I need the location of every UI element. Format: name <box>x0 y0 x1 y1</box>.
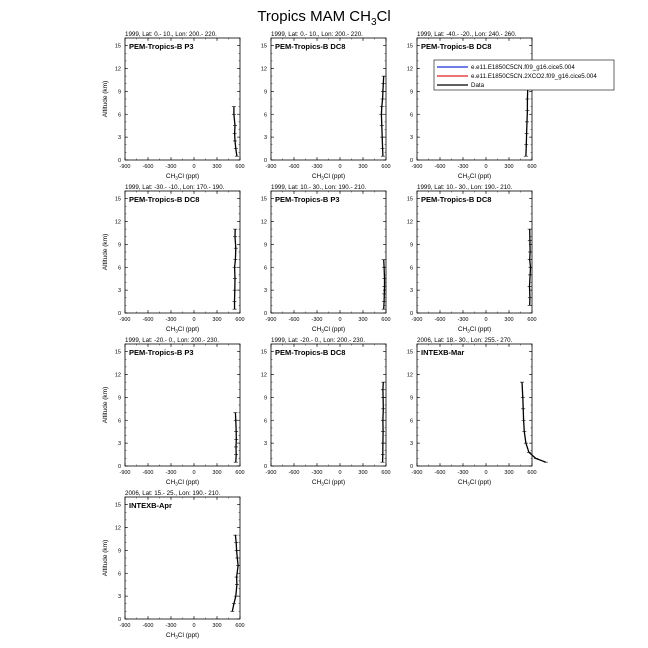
x-tick-label: -900 <box>265 164 277 170</box>
y-tick-label: 15 <box>114 43 121 50</box>
y-tick-label: 3 <box>117 288 121 295</box>
y-tick-label: 15 <box>114 196 121 203</box>
campaign-label: PEM-Tropics-B P3 <box>129 42 194 51</box>
y-tick-label: 9 <box>117 89 121 96</box>
y-tick-label: 0 <box>117 311 121 317</box>
x-tick-label: 300 <box>358 164 368 170</box>
y-tick-label: 15 <box>114 349 121 356</box>
x-tick-label: -300 <box>165 623 177 629</box>
plot-frame <box>417 191 532 313</box>
panel-2 <box>261 31 391 181</box>
plot-frame <box>271 344 386 466</box>
x-tick-label: -900 <box>119 470 131 476</box>
x-tick-label: -300 <box>457 317 469 323</box>
x-tick-label: 0 <box>484 470 488 476</box>
y-tick-label: 3 <box>409 288 413 295</box>
y-tick-label: 12 <box>114 525 121 532</box>
x-tick-label: 600 <box>527 164 537 170</box>
y-tick-label: 12 <box>260 66 267 73</box>
y-axis-label: Altitude (km) <box>102 80 109 118</box>
data-line <box>381 76 383 156</box>
y-tick-label: 12 <box>114 66 121 73</box>
x-tick-label: 600 <box>381 470 391 476</box>
y-tick-label: 0 <box>409 158 413 164</box>
y-tick-label: 6 <box>409 112 413 119</box>
x-tick-label: -900 <box>119 623 131 629</box>
campaign-label: INTEXB-Mar <box>421 348 465 357</box>
y-axis-label: Altitude (km) <box>102 233 109 271</box>
x-tick-label: -600 <box>142 623 154 629</box>
panel-header: 2006, Lat: 18.- 30., Lon: 255.- 270. <box>417 337 513 344</box>
y-tick-label: 15 <box>114 502 121 509</box>
data-line <box>232 535 238 611</box>
panel-header: 1999, Lat: 0.- 10., Lon: 200.- 220. <box>271 31 363 38</box>
x-tick-label: -900 <box>119 317 131 323</box>
y-tick-label: 6 <box>409 418 413 425</box>
x-tick-label: 600 <box>381 317 391 323</box>
x-tick-label: 0 <box>192 470 196 476</box>
y-tick-label: 0 <box>117 617 121 623</box>
x-axis-label: $CH_3Cl$ (ppt) <box>165 479 200 487</box>
x-tick-label: 300 <box>504 164 514 170</box>
y-tick-label: 0 <box>263 158 267 164</box>
x-tick-label: 600 <box>235 164 245 170</box>
x-axis-label: $CH_3Cl$ (ppt) <box>311 326 346 334</box>
x-tick-label: 300 <box>358 470 368 476</box>
x-axis-label: $CH_3Cl$ (ppt) <box>165 173 200 181</box>
panel-6 <box>407 184 537 334</box>
y-tick-label: 12 <box>114 372 121 379</box>
y-tick-label: 3 <box>263 441 267 448</box>
data-line <box>383 382 384 462</box>
y-tick-label: 6 <box>117 112 121 119</box>
x-tick-label: 600 <box>235 623 245 629</box>
plot-frame <box>125 191 240 313</box>
x-tick-label: -900 <box>411 164 423 170</box>
y-tick-label: 9 <box>409 242 413 249</box>
y-tick-label: 12 <box>406 372 413 379</box>
y-tick-label: 15 <box>260 43 267 50</box>
panel-header: 1999, Lat: -20.- 0., Lon: 200.- 230. <box>271 337 365 344</box>
x-tick-label: -900 <box>265 470 277 476</box>
x-tick-label: 0 <box>338 164 342 170</box>
x-tick-label: 300 <box>358 317 368 323</box>
panel-9 <box>407 337 548 487</box>
x-tick-label: -300 <box>311 164 323 170</box>
y-axis-label: Altitude (km) <box>102 539 109 577</box>
campaign-label: PEM-Tropics-B DC8 <box>275 348 346 357</box>
x-tick-label: 600 <box>381 164 391 170</box>
x-tick-label: -600 <box>434 317 446 323</box>
panel-header: 1999, Lat: -20.- 0., Lon: 200.- 230. <box>125 337 219 344</box>
x-tick-label: -900 <box>411 317 423 323</box>
x-tick-label: -900 <box>119 164 131 170</box>
x-tick-label: 600 <box>235 470 245 476</box>
y-tick-label: 0 <box>117 464 121 470</box>
x-tick-label: 300 <box>212 623 222 629</box>
data-line <box>235 229 236 309</box>
x-tick-label: -300 <box>457 164 469 170</box>
plot-frame <box>271 191 386 313</box>
legend-label: Data <box>471 82 485 90</box>
plot-frame <box>125 497 240 619</box>
x-tick-label: 0 <box>192 164 196 170</box>
plot-frame <box>417 38 532 160</box>
x-tick-label: 300 <box>212 470 222 476</box>
x-tick-label: -300 <box>165 164 177 170</box>
y-tick-label: 3 <box>117 135 121 142</box>
x-tick-label: -300 <box>165 317 177 323</box>
x-tick-label: 0 <box>192 623 196 629</box>
x-axis-label: $CH_3Cl$ (ppt) <box>457 479 492 487</box>
y-axis-label: Altitude (km) <box>102 386 109 424</box>
y-tick-label: 6 <box>117 265 121 272</box>
panel-10 <box>102 490 245 640</box>
x-tick-label: -600 <box>288 317 300 323</box>
campaign-label: PEM-Tropics-B DC8 <box>275 42 346 51</box>
panel-header: 1999, Lat: -40.- -20., Lon: 240.- 260. <box>417 31 517 38</box>
panel-4 <box>102 184 245 334</box>
x-tick-label: 300 <box>504 470 514 476</box>
campaign-label: INTEXB-Apr <box>129 501 172 510</box>
x-tick-label: -600 <box>142 164 154 170</box>
y-tick-label: 9 <box>117 548 121 555</box>
plot-frame <box>271 38 386 160</box>
x-axis-label: $CH_3Cl$ (ppt) <box>457 326 492 334</box>
legend-label: e.e11.E1850C5CN.f09_g16.cice5.004 <box>471 64 575 72</box>
y-tick-label: 0 <box>263 311 267 317</box>
x-tick-label: -600 <box>434 164 446 170</box>
campaign-label: PEM-Tropics-B DC8 <box>421 42 492 51</box>
y-tick-label: 9 <box>409 89 413 96</box>
panel-1 <box>102 31 245 181</box>
x-tick-label: 600 <box>527 470 537 476</box>
y-tick-label: 15 <box>406 196 413 203</box>
x-tick-label: 0 <box>192 317 196 323</box>
campaign-label: PEM-Tropics-B P3 <box>275 195 340 204</box>
panel-7 <box>102 337 245 487</box>
title-subscript: 3 <box>370 17 377 28</box>
x-tick-label: -300 <box>311 470 323 476</box>
campaign-label: PEM-Tropics-B DC8 <box>421 195 492 204</box>
y-tick-label: 3 <box>409 441 413 448</box>
y-tick-label: 0 <box>409 311 413 317</box>
x-tick-label: 600 <box>527 317 537 323</box>
panel-header: 1999, Lat: -30.- -10., Lon: 170.- 190. <box>125 184 225 191</box>
y-tick-label: 15 <box>260 196 267 203</box>
y-tick-label: 3 <box>263 135 267 142</box>
y-tick-label: 6 <box>117 571 121 578</box>
x-tick-label: 0 <box>338 470 342 476</box>
y-tick-label: 3 <box>409 135 413 142</box>
panel-5 <box>261 184 391 334</box>
legend-label: e.e11.E1850C5CN.2XCO2.f09_g16.cice5.004 <box>471 73 597 81</box>
x-axis-label: $CH_3Cl$ (ppt) <box>165 326 200 334</box>
y-tick-label: 12 <box>406 66 413 73</box>
y-tick-label: 12 <box>406 219 413 226</box>
panel-header: 2006, Lat: 15.- 25., Lon: 190.- 210. <box>125 490 221 497</box>
data-line <box>522 382 546 462</box>
x-tick-label: -300 <box>457 470 469 476</box>
x-axis-label: $CH_3Cl$ (ppt) <box>311 173 346 181</box>
y-tick-label: 3 <box>117 594 121 601</box>
y-tick-label: 6 <box>263 112 267 119</box>
plot-frame <box>125 38 240 160</box>
campaign-label: PEM-Tropics-B DC8 <box>129 195 200 204</box>
y-tick-label: 0 <box>409 464 413 470</box>
x-tick-label: 600 <box>235 317 245 323</box>
title-suffix: Cl <box>376 8 391 25</box>
plot-frame <box>417 344 532 466</box>
y-tick-label: 15 <box>406 43 413 50</box>
y-tick-label: 6 <box>117 418 121 425</box>
x-tick-label: -600 <box>288 470 300 476</box>
y-tick-label: 6 <box>263 418 267 425</box>
y-tick-label: 9 <box>263 89 267 96</box>
x-tick-label: -600 <box>142 317 154 323</box>
y-tick-label: 6 <box>263 265 267 272</box>
panel-3 <box>407 31 537 181</box>
x-tick-label: 300 <box>212 164 222 170</box>
y-tick-label: 12 <box>260 219 267 226</box>
x-tick-label: 0 <box>484 317 488 323</box>
x-tick-label: -300 <box>311 317 323 323</box>
y-tick-label: 6 <box>409 265 413 272</box>
x-tick-label: 300 <box>504 317 514 323</box>
y-tick-label: 12 <box>260 372 267 379</box>
x-tick-label: 300 <box>212 317 222 323</box>
x-axis-label: $CH_3Cl$ (ppt) <box>457 173 492 181</box>
y-tick-label: 15 <box>260 349 267 356</box>
x-tick-label: -300 <box>165 470 177 476</box>
title-prefix: Tropics MAM CH <box>257 8 371 25</box>
y-tick-label: 9 <box>263 242 267 249</box>
x-tick-label: -900 <box>411 470 423 476</box>
y-tick-label: 0 <box>263 464 267 470</box>
legend <box>434 60 614 90</box>
panel-8 <box>261 337 391 487</box>
x-axis-label: $CH_3Cl$ (ppt) <box>165 632 200 640</box>
y-tick-label: 3 <box>117 441 121 448</box>
y-tick-label: 9 <box>117 242 121 249</box>
x-tick-label: -600 <box>288 164 300 170</box>
x-tick-label: 0 <box>484 164 488 170</box>
y-tick-label: 3 <box>263 288 267 295</box>
x-axis-label: $CH_3Cl$ (ppt) <box>311 479 346 487</box>
y-tick-label: 15 <box>406 349 413 356</box>
x-tick-label: 0 <box>338 317 342 323</box>
y-tick-label: 9 <box>263 395 267 402</box>
y-tick-label: 9 <box>117 395 121 402</box>
x-tick-label: -600 <box>142 470 154 476</box>
x-tick-label: -900 <box>265 317 277 323</box>
y-tick-label: 9 <box>409 395 413 402</box>
y-tick-label: 0 <box>117 158 121 164</box>
campaign-label: PEM-Tropics-B P3 <box>129 348 194 357</box>
plot-frame <box>125 344 240 466</box>
panel-header: 1999, Lat: 10.- 30., Lon: 190.- 210. <box>271 184 367 191</box>
x-tick-label: -600 <box>434 470 446 476</box>
y-tick-label: 12 <box>114 219 121 226</box>
panel-header: 1999, Lat: 0.- 10., Lon: 200.- 220. <box>125 31 217 38</box>
panel-header: 1999, Lat: 10.- 30., Lon: 190.- 210. <box>417 184 513 191</box>
